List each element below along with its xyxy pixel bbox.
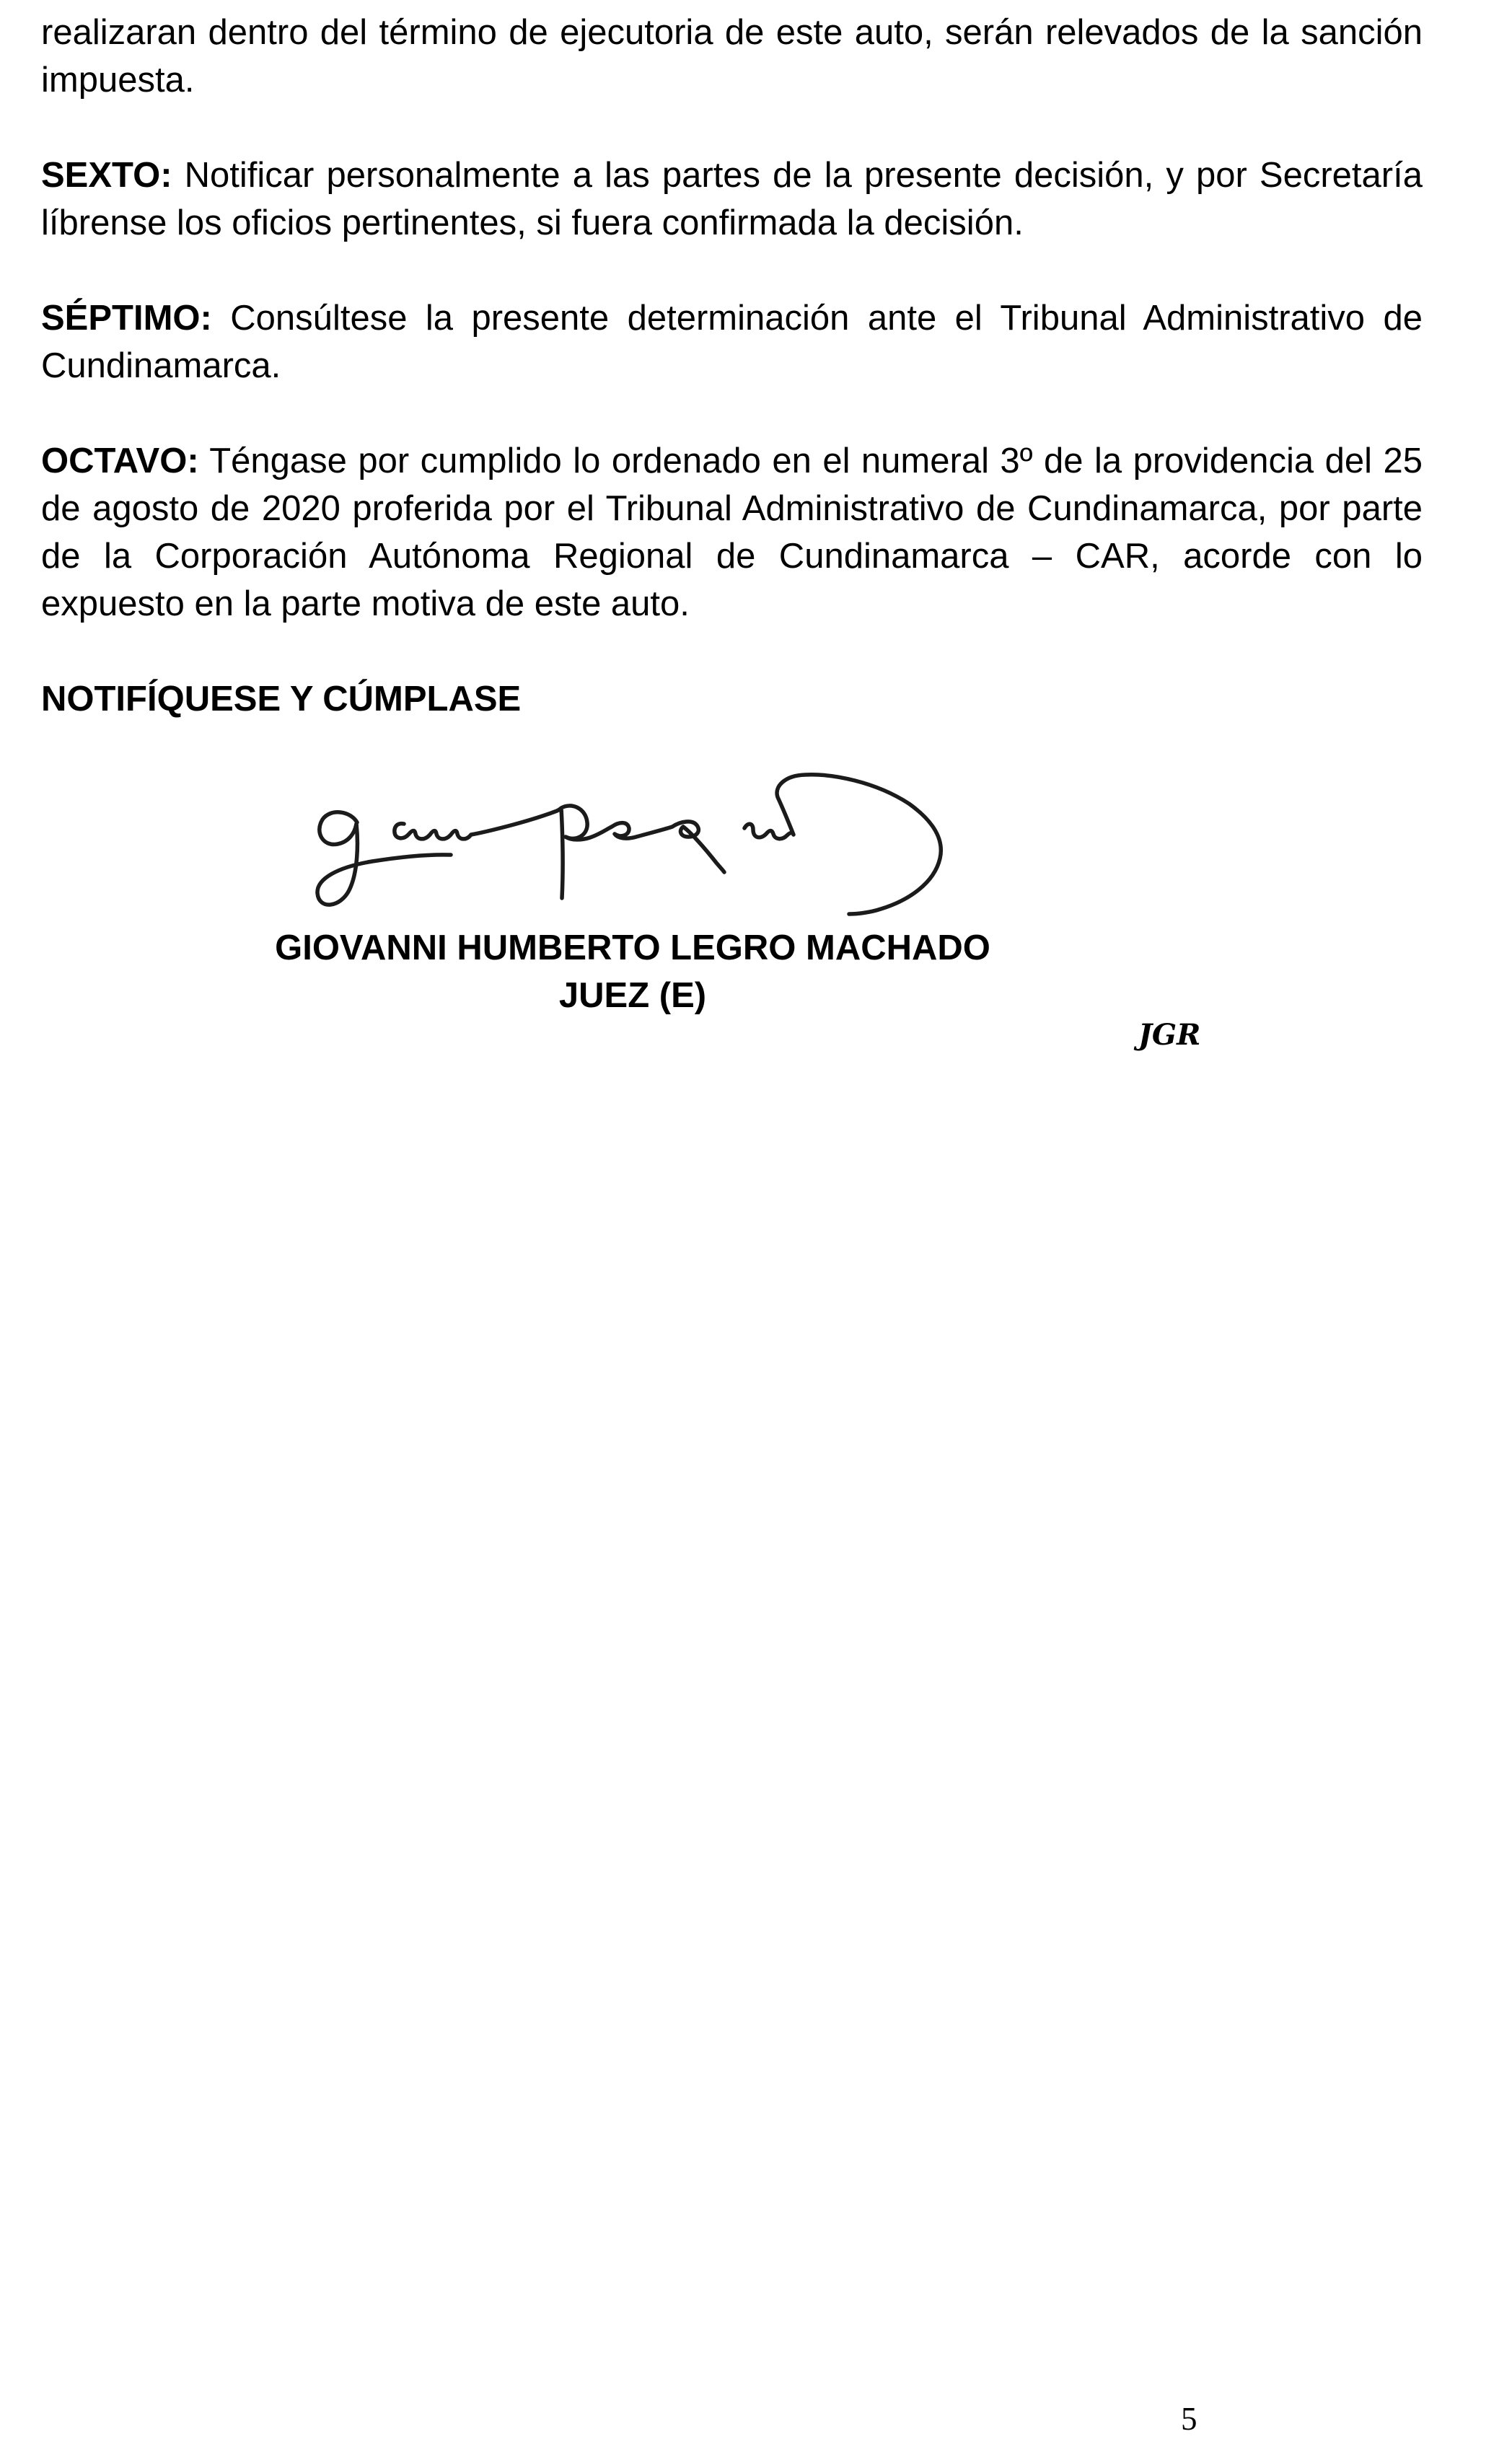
paragraph-label-septimo: SÉPTIMO: [41,299,212,338]
paragraph [41,437,1423,628]
paragraph [41,294,1423,390]
paragraph [41,9,1423,104]
clerk-initials: JGR [1138,1018,1201,1052]
order-text-block [41,9,1423,723]
signature-scribble [303,766,952,921]
paragraph-label-octavo: OCTAVO: [41,441,199,480]
paragraph-text: Consúltese la presente determinación ante el Tribunal Administrativo de Cundinamarca. [41,299,1423,385]
signature-block [41,924,1224,1019]
closing-order: NOTIFÍQUESE Y CÚMPLASE [41,680,522,719]
paragraph-label-sexto: SEXTO: [41,156,172,195]
signer-role: JUEZ (E) [558,976,707,1015]
signer-name: GIOVANNI HUMBERTO LEGRO MACHADO [275,928,990,967]
page-number: 5 [1181,2401,1197,2437]
paragraph-text: realizaran dentro del término de ejecutoria de este auto, serán relevados de la sanción impuesta. [41,13,1423,100]
paragraph [41,151,1423,247]
paragraph-text: Téngase por cumplido lo ordenado en el numeral 3º de la providencia del 25 de agosto de 2020 proferida por el Tribunal Administrativo de Cundinamarca, por parte de la Corporación Autónoma Regional de Cundinamarca – CAR, acorde con lo expuesto en la parte motiva de este auto. [41,441,1423,623]
paragraph-text: Notificar personalmente a las partes de la presente decisión, y por Secretaría líbrense los oficios pertinentes, si fuera confirmada la decisión. [41,156,1423,242]
